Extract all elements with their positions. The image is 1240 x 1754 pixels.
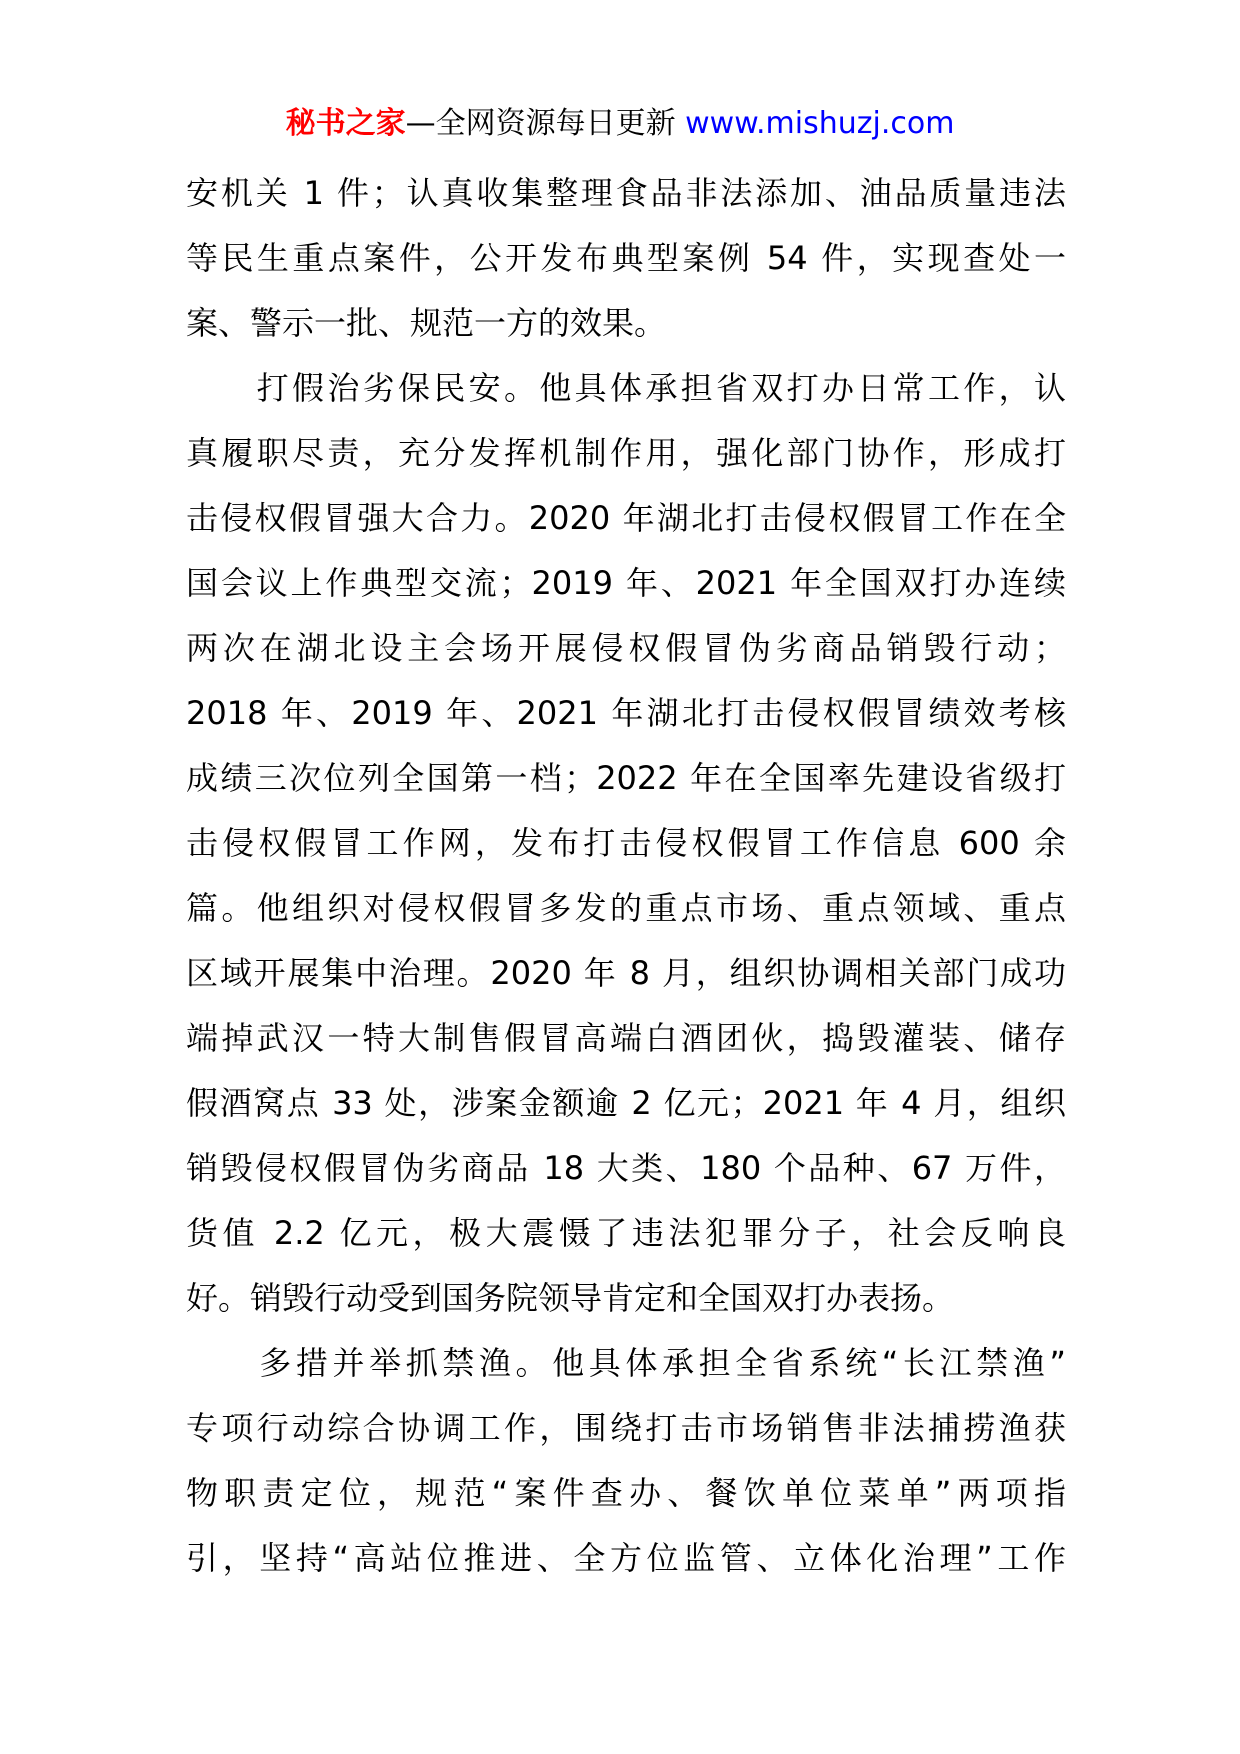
text-line: 货值 2.2 亿元，极大震慑了违法犯罪分子，社会反响良 bbox=[186, 1214, 1066, 1252]
text-line: 多措并举抓禁渔。他具体承担全省系统“长江禁渔” bbox=[186, 1344, 1066, 1382]
text-line: 成绩三次位列全国第一档；2022 年在全国率先建设省级打 bbox=[186, 759, 1066, 797]
text-line: 区域开展集中治理。2020 年 8 月，组织协调相关部门成功 bbox=[186, 954, 1066, 992]
document-body bbox=[186, 161, 1066, 1591]
text-line: 引，坚持“高站位推进、全方位监管、立体化治理”工作 bbox=[186, 1539, 1066, 1577]
text-line: 击侵权假冒工作网，发布打击侵权假冒工作信息 600 余 bbox=[186, 824, 1066, 862]
site-url-link[interactable]: www.mishuzj.com bbox=[685, 106, 955, 141]
header-slogan: —全网资源每日更新 bbox=[405, 106, 676, 141]
text-line: 真履职尽责，充分发挥机制作用，强化部门协作，形成打 bbox=[186, 434, 1066, 472]
text-line: 2018 年、2019 年、2021 年湖北打击侵权假冒绩效考核 bbox=[186, 694, 1066, 732]
text-line: 等民生重点案件，公开发布典型案例 54 件，实现查处一 bbox=[186, 239, 1066, 277]
text-line: 打假治劣保民安。他具体承担省双打办日常工作，认 bbox=[186, 369, 1066, 407]
text-line: 物职责定位，规范“案件查办、餐饮单位菜单”两项指 bbox=[186, 1474, 1066, 1512]
text-line: 销毁侵权假冒伪劣商品 18 大类、180 个品种、67 万件， bbox=[186, 1149, 1066, 1187]
text-line: 假酒窝点 33 处，涉案金额逾 2 亿元；2021 年 4 月，组织 bbox=[186, 1084, 1066, 1122]
text-line: 国会议上作典型交流；2019 年、2021 年全国双打办连续 bbox=[186, 564, 1066, 602]
brand-name: 秘书之家 bbox=[285, 106, 406, 141]
text-line: 专项行动综合协调工作，围绕打击市场销售非法捕捞渔获 bbox=[186, 1409, 1066, 1447]
text-line: 好。销毁行动受到国务院领导肯定和全国双打办表扬。 bbox=[186, 1279, 955, 1317]
text-line: 两次在湖北设主会场开展侵权假冒伪劣商品销毁行动； bbox=[186, 629, 1066, 667]
text-line: 案、警示一批、规范一方的效果。 bbox=[186, 304, 667, 342]
text-line: 篇。他组织对侵权假冒多发的重点市场、重点领域、重点 bbox=[186, 889, 1066, 927]
text-line: 端掉武汉一特大制售假冒高端白酒团伙，捣毁灌装、储存 bbox=[186, 1019, 1066, 1057]
text-line: 击侵权假冒强大合力。2020 年湖北打击侵权假冒工作在全 bbox=[186, 499, 1066, 537]
page-header bbox=[0, 104, 1240, 144]
text-line: 安机关 1 件；认真收集整理食品非法添加、油品质量违法 bbox=[186, 174, 1066, 212]
